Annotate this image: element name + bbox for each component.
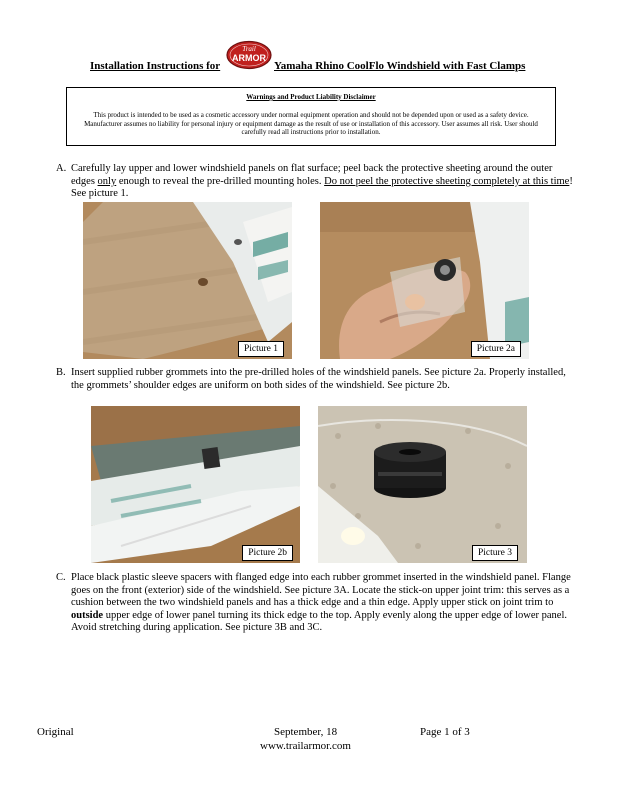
picture-3-caption: Picture 3 — [472, 545, 518, 561]
picture-2a-caption: Picture 2a — [471, 341, 521, 357]
title-left: Installation Instructions for — [90, 60, 221, 72]
disclaimer-body: This product is intended to be used as a cosmetic accessory under normal equipment operation and should not be depended upon or used as a safety device. Manufacturer assumes no liability for personal injury or equipment damage as the result of use or installation of this accessory. User assumes all risk. User should carefully read all instructions prior to installation. — [84, 111, 538, 137]
footer-left: Original — [37, 726, 74, 738]
picture-2b-photo — [91, 406, 300, 563]
step-b — [56, 367, 576, 395]
footer-url: www.trailarmor.com — [260, 740, 351, 752]
svg-text:ARMOR: ARMOR — [232, 53, 266, 63]
step-c-text: Place black plastic sleeve spacers with flanged edge into each rubber grommet inserted in the windshield panel. Flange goes on the front (exterior) side of the windshield. See picture 3A. Locate the stick-on upper joint trim: this serves as a cushion between the two windshield panels and has a thick edge and a thin edge. Apply upper stick on joint trim to outside upper edge of lower panel turning its thick edge to the top. Apply evenly along the upper edge of lower panel. Avoid stretching during application. See picture 3B and 3C. — [71, 572, 571, 634]
picture-1-photo — [83, 202, 292, 359]
picture-2a-photo — [320, 202, 529, 359]
trail-armor-logo — [226, 40, 272, 70]
disclaimer-title: Warnings and Product Liability Disclaimer — [246, 93, 376, 101]
footer-date: September, 18 — [274, 726, 338, 738]
step-b-letter: B. — [56, 367, 66, 378]
step-c-letter: C. — [56, 572, 66, 583]
title-right: Yamaha Rhino CoolFlo Windshield with Fast Clamps — [274, 60, 526, 72]
step-a-text: Carefully lay upper and lower windshield panels on flat surface; peel back the protective sheeting around the outer edges only enough to reveal the pre-drilled mounting holes. Do not peel the protective sheeting completely at this time! See picture 1. — [71, 163, 573, 200]
picture-2b-caption: Picture 2b — [242, 545, 293, 561]
step-c — [56, 572, 576, 642]
disclaimer-box — [66, 87, 556, 146]
step-a-letter: A. — [56, 163, 67, 174]
step-a — [56, 163, 576, 203]
footer-page-number: Page 1 of 3 — [420, 726, 470, 738]
picture-1-caption: Picture 1 — [238, 341, 284, 357]
svg-text:Trail: Trail — [242, 45, 256, 53]
picture-3-photo — [318, 406, 527, 563]
step-b-text: Insert supplied rubber grommets into the pre-drilled holes of the windshield panels. See picture 2a. Properly installed, the grommets’ shoulder edges are uniform on both sides of the windshield. See picture 2b. — [71, 367, 566, 391]
